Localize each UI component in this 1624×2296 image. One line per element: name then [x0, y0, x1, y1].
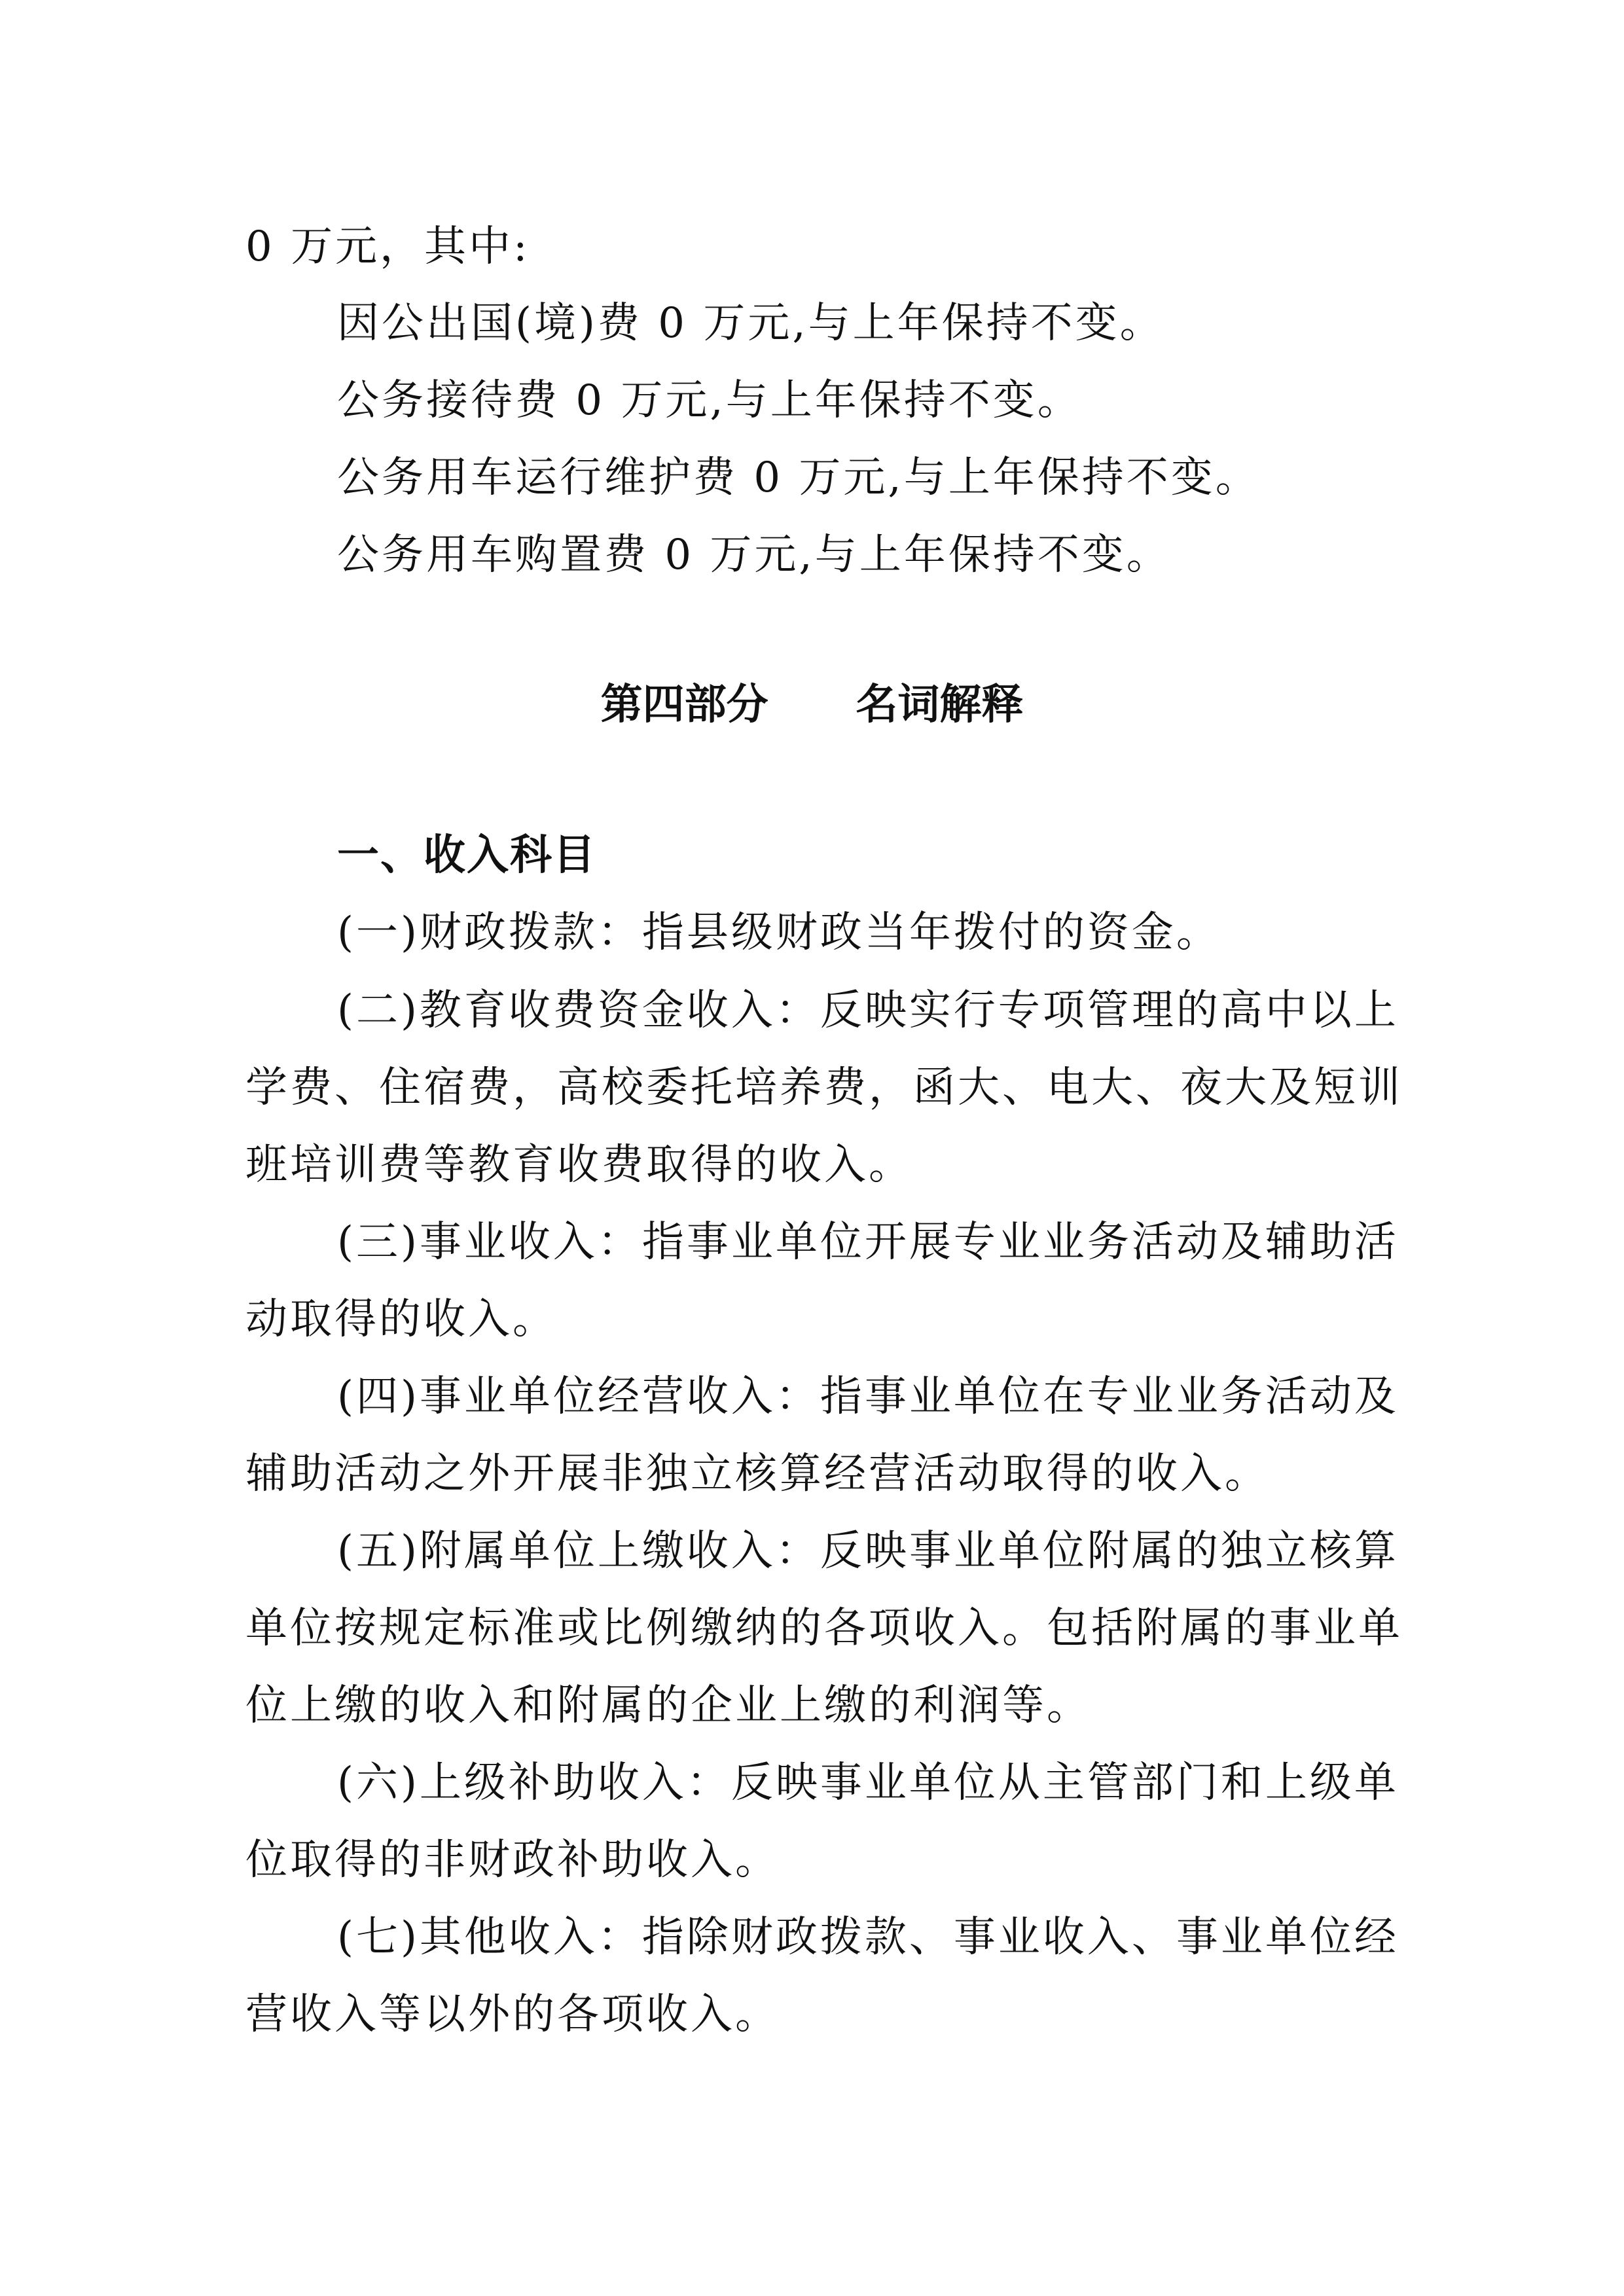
expense-item-vehicle-maintenance: 公务用车运行维护费 0 万元,与上年保持不变。	[337, 454, 1260, 502]
paragraph-line: (六)上级补助收入：反映事业单位从主管部门和上级单	[337, 1759, 1399, 1807]
paragraph-line: 动取得的收入。	[245, 1295, 557, 1344]
paragraph-line: (四)事业单位经营收入：指事业单位在专业业务活动及	[337, 1372, 1399, 1421]
expense-item-reception: 公务接待费 0 万元,与上年保持不变。	[337, 376, 1082, 425]
expense-item-vehicle-purchase: 公务用车购置费 0 万元,与上年保持不变。	[337, 531, 1171, 579]
paragraph-line: 位上缴的收入和附属的企业上缴的利润等。	[245, 1681, 1091, 1730]
part-number: 第四部分	[600, 681, 768, 729]
paragraph-line: (一)财政拨款：指县级财政当年拨付的资金。	[337, 908, 1221, 957]
paragraph-line: 位取得的非财政补助收入。	[245, 1836, 780, 1884]
paragraph-line: (二)教育收费资金收入：反映实行专项管理的高中以上	[337, 986, 1399, 1035]
carryover-line: 0 万元，其中:	[245, 223, 530, 271]
paragraph-line: 学费、住宿费，高校委托培养费，函大、电大、夜大及短训	[245, 1064, 1403, 1112]
paragraph-line: 营收入等以外的各项收入。	[245, 1990, 780, 2039]
paragraph-line: (三)事业收入：指事业单位开展专业业务活动及辅助活	[337, 1218, 1399, 1266]
paragraph-line: 单位按规定标准或比例缴纳的各项收入。包括附属的事业单	[245, 1604, 1403, 1653]
paragraph-line: (七)其他收入：指除财政拨款、事业收入、事业单位经	[337, 1913, 1399, 1962]
expense-item-overseas: 因公出国(境)费 0 万元,与上年保持不变。	[337, 299, 1164, 348]
part-name: 名词解释	[856, 681, 1024, 729]
paragraph-line: 辅助活动之外开展非独立核算经营活动取得的收入。	[245, 1450, 1269, 1498]
paragraph-line: 班培训费等教育收费取得的收入。	[245, 1141, 913, 1189]
paragraph-line: (五)附属单位上缴收入：反映事业单位附属的独立核算	[337, 1527, 1399, 1575]
part-title	[0, 681, 1624, 729]
section-heading: 一、收入科目	[337, 831, 596, 880]
